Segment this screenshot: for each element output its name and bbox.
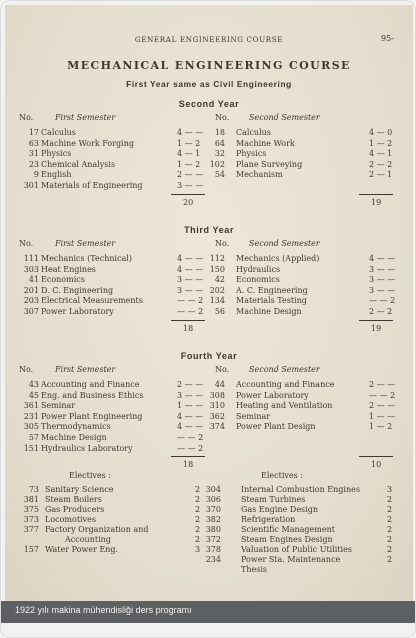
course-name: Power Plant Design [236,422,316,432]
course-number: 303 [23,264,39,274]
course-number: 45 [28,390,39,400]
column-no-label: No. [215,113,230,122]
elective-hours: 2 [387,535,393,544]
course-name: Calculus [41,128,76,137]
elective-name: Thesis [241,565,267,574]
course-number: 202 [209,285,225,295]
course-name: Accounting and Finance [41,380,140,389]
course-number: 31 [28,149,39,159]
total-rule [171,320,205,321]
course-hours: 3 — — [177,275,204,285]
elective-hours: 2 [195,535,201,544]
course-hours: 2 — — [369,380,396,389]
course-name: Mechanics (Technical) [41,254,133,263]
course-number: 64 [214,138,225,148]
first-semester-label: First Semester [55,365,116,374]
course-hours: 3 — — [369,275,396,285]
course-number: 301 [23,181,39,190]
elective-name: Internal Combustion Engines [241,485,360,494]
elective-number: 304 [205,485,221,494]
course-name: Economics [41,275,85,285]
course-hours: 1 — 2 [369,138,393,148]
course-name: Heat Engines [41,264,96,274]
total-rule [359,320,393,321]
page-number: 95- [381,34,394,43]
elective-name: Factory Organization and [45,525,149,534]
column-no-label: No. [19,239,34,248]
course-name: Seminar [236,411,271,421]
course-hours: 2 — 2 [369,159,393,169]
course-number: 362 [209,411,225,421]
course-hours: — — 2 [369,296,396,306]
elective-hours: 3 [195,545,201,554]
electives-heading-right: Electives : [261,471,303,480]
course-name: Power Laboratory [236,390,309,400]
course-number: 374 [209,422,225,432]
course-hours: 1 — — [369,411,396,421]
course-hours: 4 — — [177,254,204,263]
course-hours: — — 2 [369,390,396,400]
course-hours: 4 — — [177,422,204,432]
elective-name: Sanitary Science [45,485,114,494]
course-name: Thermodynamics [41,422,111,432]
elective-number: 382 [205,515,221,524]
course-hours: — — 2 [177,443,204,453]
elective-number: 372 [205,535,221,544]
course-number: 18 [214,128,225,137]
second-semester-total: 10 [371,460,382,470]
elective-number: 373 [23,515,39,524]
first-year-note: First Year same as Civil Engineering [126,79,292,89]
second-semester-label: Second Semester [249,365,320,374]
total-rule [359,194,393,195]
course-name: D. C. Engineering [41,285,114,295]
photo-caption: 1922 yılı makina mühendisliği ders programı [15,605,192,615]
course-number: 32 [214,149,225,159]
elective-hours: 3 [387,485,393,494]
elective-name: Steam Turbines [241,495,306,504]
course-name: Power Plant Engineering [41,411,143,421]
course-name: Plane Surveying [236,159,303,169]
course-number: 54 [214,170,225,180]
second-semester-label: Second Semester [249,113,320,122]
course-name: Chemical Analysis [41,159,116,169]
course-hours: 4 — — [177,128,204,137]
course-name: Materials Testing [236,296,307,306]
total-rule [171,456,205,457]
second-semester-label: Second Semester [249,239,320,248]
year-heading: Fourth Year [180,351,238,361]
elective-number: 157 [23,545,39,554]
course-hours: 2 — 1 [369,170,393,180]
course-hours: 2 — — [369,401,396,411]
course-name: Materials of Engineering [41,181,143,190]
elective-number: 370 [205,505,221,514]
course-name: English [41,170,72,180]
total-rule [359,456,393,457]
column-no-label: No. [215,365,230,374]
course-number: 23 [28,159,39,169]
course-hours: 3 — — [369,264,396,274]
course-hours: 3 — — [177,181,204,190]
course-name: Hydraulics Laboratory [41,443,133,453]
course-number: 361 [23,401,39,411]
course-name: Machine Design [41,433,107,442]
course-hours: 4 — — [177,411,204,421]
elective-hours: 2 [387,555,393,564]
elective-hours: 2 [387,515,393,524]
course-hours: 4 — — [177,264,204,274]
course-number: 151 [23,443,39,453]
elective-hours: 2 [195,505,201,514]
course-number: 41 [28,275,39,285]
course-name: Physics [236,149,267,159]
course-name: Machine Design [236,307,302,316]
course-hours: 4 — — [369,254,396,263]
course-number: 201 [23,285,39,295]
column-no-label: No. [215,239,230,248]
elective-hours: 2 [387,545,393,554]
first-semester-label: First Semester [55,239,116,248]
elective-name: Accounting [65,535,111,544]
course-hours: 1 — 2 [177,138,201,148]
course-number: 310 [209,401,225,411]
course-number: 134 [209,296,225,306]
elective-name: Power Sta. Maintenance [241,555,341,564]
course-hours: 1 — 2 [369,422,393,432]
course-number: 307 [23,307,39,316]
course-name: Mechanism [236,170,283,180]
elective-name: Scientific Management [241,525,335,534]
elective-name: Steam Engines Design [241,535,333,544]
course-hours: — — 2 [177,433,204,442]
course-hours: 2 — — [177,380,204,389]
second-semester-total: 19 [371,323,382,333]
elective-number: 381 [23,495,39,504]
course-number: 305 [23,422,39,432]
year-heading: Second Year [178,99,240,109]
elective-number: 306 [205,495,221,504]
course-hours: 1 — 2 [177,159,201,169]
second-semester-total: 19 [371,197,382,207]
elective-number: 380 [205,525,221,534]
course-hours: — — 2 [177,307,204,316]
first-semester-total: 18 [183,460,194,470]
first-semester-total: 20 [183,197,194,207]
course-name: Heating and Ventilation [236,401,333,411]
course-name: Hydraulics [236,264,281,274]
elective-name: Steam Boilers [45,495,102,504]
course-number: 111 [23,254,39,263]
course-number: 9 [33,170,39,180]
total-rule [171,194,205,195]
course-number: 42 [214,275,225,285]
elective-name: Valuation of Public Utilities [241,545,352,554]
course-hours: 3 — — [177,285,204,295]
course-number: 56 [214,307,225,316]
course-hours: 1 — — [177,401,204,411]
elective-hours: 2 [387,525,393,534]
course-name: A. C. Engineering [236,285,308,295]
course-number: 203 [23,296,39,306]
elective-name: Refrigeration [241,515,296,524]
course-number: 63 [28,138,39,148]
course-number: 112 [209,254,225,263]
elective-number: 375 [23,505,39,514]
course-name: Machine Work [236,138,295,148]
elective-number: 234 [205,555,221,564]
course-name: Machine Work Forging [41,138,134,148]
course-name: Calculus [236,128,271,137]
course-hours: 3 — — [177,390,204,400]
elective-hours: 2 [195,485,201,494]
course-name: Accounting and Finance [236,380,335,389]
elective-hours: 2 [195,515,201,524]
elective-number: 377 [23,525,39,534]
course-name: Physics [41,149,72,159]
year-heading: Third Year [184,225,234,235]
course-number: 57 [28,433,39,442]
course-hours: 3 — — [369,285,396,295]
page-title: MECHANICAL ENGINEERING COURSE [67,59,351,72]
elective-number: 378 [205,545,221,554]
scanned-page [5,5,413,601]
course-hours: 2 — — [177,170,204,180]
course-name: Eng. and Business Ethics [41,390,144,400]
course-name: Mechanics (Applied) [236,254,320,263]
column-no-label: No. [19,113,34,122]
course-hours: 2 — 2 [369,307,393,316]
elective-name: Water Power Eng. [45,545,119,554]
course-number: 102 [209,159,225,169]
elective-hours: 2 [195,495,201,504]
course-hours: 4 — 1 [177,149,201,159]
electives-heading-left: Electives : [69,471,111,480]
course-number: 308 [209,390,225,400]
course-name: Economics [236,275,280,285]
course-number: 44 [214,380,225,389]
course-hours: — — 2 [177,296,204,306]
elective-hours: 2 [195,525,201,534]
running-header: GENERAL ENGINEERING COURSE [134,35,284,44]
elective-hours: 2 [387,505,393,514]
elective-hours: 2 [387,495,393,504]
course-name: Seminar [41,401,76,411]
course-number: 150 [209,264,225,274]
course-number: 43 [28,380,39,389]
elective-name: Gas Producers [45,505,105,514]
elective-name: Gas Engine Design [241,505,318,514]
elective-name: Locomotives [45,515,96,524]
course-name: Electrical Measurements [41,296,143,306]
first-semester-total: 18 [183,323,194,333]
course-hours: 4 — 0 [369,128,393,137]
column-no-label: No. [19,365,34,374]
course-number: 231 [23,411,39,421]
elective-number: 73 [28,485,39,494]
first-semester-label: First Semester [55,113,116,122]
course-hours: 4 — 1 [369,149,393,159]
course-number: 17 [28,128,39,137]
course-name: Power Laboratory [41,307,114,316]
